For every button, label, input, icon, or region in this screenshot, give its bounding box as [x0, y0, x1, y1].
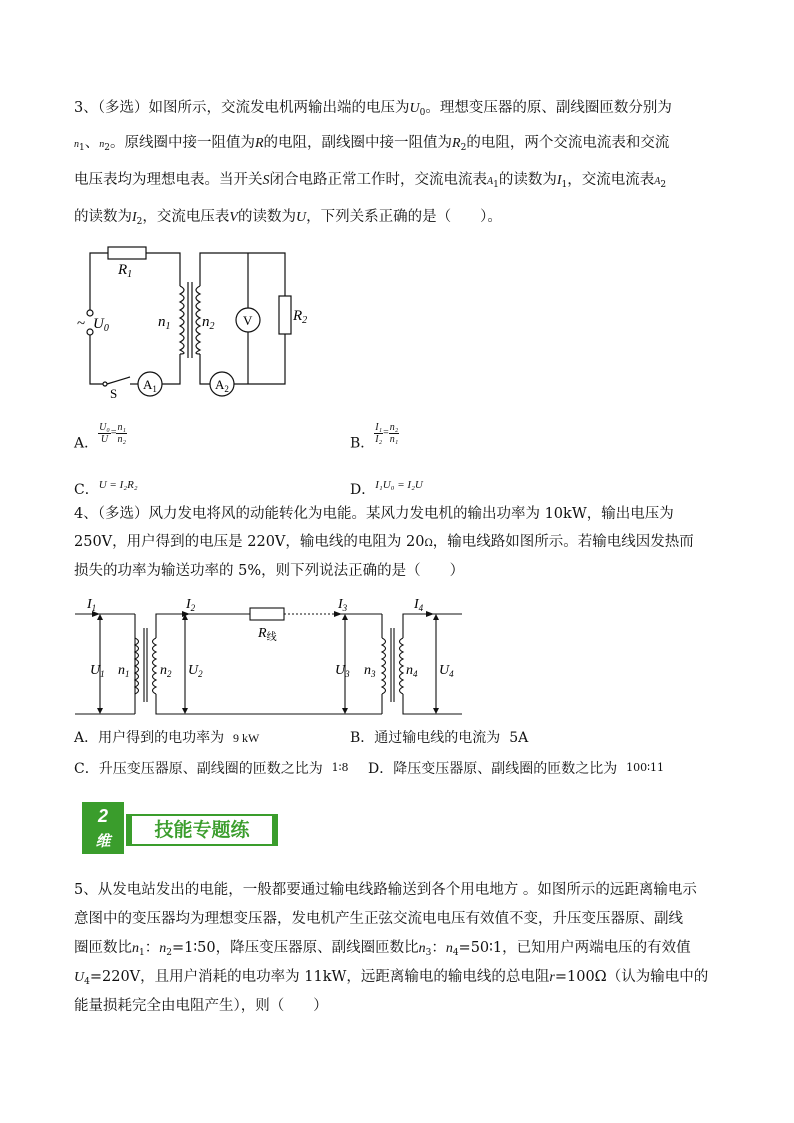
- step-up-secondary-coil: [153, 638, 157, 694]
- arrow-head: [433, 614, 439, 620]
- switch-contact: [103, 382, 107, 386]
- denominator: I₂: [375, 434, 383, 445]
- i2-subscript: 2: [136, 217, 143, 227]
- option-value: 100∶11: [626, 761, 664, 774]
- fraction: [389, 422, 399, 445]
- i1-subscript: 1: [561, 180, 568, 190]
- q5-line-5: 能量损耗完全由电阻产生），则（ ）: [74, 998, 328, 1014]
- switch-label: S: [110, 386, 118, 398]
- q3-line-1: [74, 98, 672, 123]
- q3-line-2: [74, 133, 669, 158]
- numerator: n₂: [389, 422, 399, 433]
- q3-option-c: [74, 474, 138, 500]
- q4-line-3: 损失的功率为输送功率的 5%，则下列说法正确的是（ ）: [74, 563, 465, 579]
- wire: [403, 694, 462, 714]
- n2-label: $n_2$: [160, 663, 172, 679]
- ac-source-symbol: ~: [77, 316, 86, 332]
- i4-label: $I_4$: [414, 597, 424, 613]
- step-down-secondary-coil: [400, 638, 404, 694]
- a1-label: $A_1$: [143, 377, 157, 394]
- wire: [200, 253, 285, 290]
- voltmeter-label: V: [243, 313, 253, 328]
- wire: [146, 253, 180, 286]
- q3-text: 。理想变压器的原、副线圈匝数分别为: [425, 100, 672, 116]
- u-symbol: U: [295, 210, 307, 225]
- arrow-head: [433, 708, 439, 714]
- u3-label: $U_3$: [335, 663, 350, 679]
- q3-text: 的电阻，副线圈中接一阻值为: [263, 135, 453, 151]
- denominator: U: [100, 434, 109, 445]
- fraction: [374, 422, 383, 445]
- q4-option-b: [350, 728, 528, 748]
- q3-text: 闭合电路正常工作时，交流电流表: [269, 172, 487, 188]
- q3-text: 。原线圈中接一阻值为: [109, 135, 255, 151]
- u4-subscript: 4: [84, 977, 90, 987]
- wire: [234, 334, 285, 384]
- q4-text: ，输电线路如图所示。若输电线因发热而: [432, 534, 694, 550]
- u0-label: $U_0$: [93, 316, 109, 334]
- n4-label: $n_4$: [406, 663, 418, 679]
- option-value: 9 kW: [233, 731, 260, 745]
- a1-symbol: A: [487, 176, 494, 187]
- current-arrow: [426, 611, 434, 617]
- wire: [162, 354, 180, 384]
- banner-number: 2: [97, 806, 108, 826]
- option-label: D．: [350, 482, 376, 498]
- q5-line-1: 5、从发电站发出的电能，一般都要通过输电线路输送到各个用电地方 。如图所示的远距离输电示: [74, 882, 697, 898]
- n2-label: $n_2$: [202, 314, 215, 332]
- q3-text: 3、（多选）如图所示，交流发电机两输出端的电压为: [74, 100, 410, 116]
- wire: [156, 694, 382, 714]
- denominator: n₁: [389, 434, 399, 445]
- a2-label: $A_2$: [215, 377, 229, 394]
- q4-transmission-diagram: [70, 590, 470, 718]
- equals: =: [383, 427, 389, 439]
- v-symbol: V: [229, 210, 238, 225]
- r-symbol: R: [254, 136, 264, 151]
- option-expression: I₁U₀ = I₂U: [375, 479, 423, 491]
- q3-option-d: [350, 474, 423, 500]
- primary-coil: [180, 286, 184, 354]
- option-label: C．: [74, 482, 99, 498]
- wire: [90, 335, 103, 384]
- q3-line-3: [74, 170, 666, 195]
- q5-text: 圈匝数比: [74, 940, 132, 956]
- n2-symbol: n: [159, 941, 167, 956]
- q3-text: ，下列关系正确的是（ ）。: [306, 209, 502, 225]
- q3-option-a: [74, 422, 127, 454]
- q4-option-c: [74, 758, 349, 779]
- equals: =: [110, 427, 117, 439]
- banner-badge: [82, 802, 124, 854]
- s-symbol: S: [262, 173, 270, 188]
- n2-subscript: 2: [166, 948, 172, 958]
- wire: [200, 354, 210, 384]
- a2-subscript: 2: [660, 180, 667, 190]
- banner-dimension: 维: [95, 832, 111, 850]
- i3-label: $I_3$: [338, 597, 348, 613]
- q3-text: 的电阻，两个交流电流表和交流: [466, 135, 670, 151]
- q4-option-a: [74, 728, 259, 748]
- option-text: B．通过输电线的电流为: [350, 730, 501, 746]
- u0-subscript: 0: [419, 108, 426, 118]
- n1-label: $n_1$: [158, 314, 171, 332]
- arrow-head: [342, 614, 348, 620]
- i1-label: $I_1$: [87, 597, 97, 613]
- option-text: A．用户得到的电功率为: [74, 730, 225, 746]
- a1-subscript: 1: [493, 180, 499, 190]
- n4-subscript: 4: [452, 948, 459, 958]
- i2-symbol: I: [132, 210, 137, 225]
- option-text: C．升压变压器原、副线圈的匝数之比为: [74, 761, 323, 777]
- resistor-r1: [108, 247, 146, 259]
- switch-blade: [107, 377, 130, 384]
- r2-label: $R_2$: [293, 308, 308, 326]
- q3-text: ，交流电流表: [567, 172, 655, 188]
- q4-option-d: [368, 758, 664, 779]
- fraction: [98, 422, 111, 445]
- i1-symbol: I: [556, 173, 562, 188]
- option-expression: U = I₂R₂: [98, 479, 138, 491]
- r1-label: $R_1$: [118, 262, 133, 280]
- secondary-coil: [196, 286, 200, 354]
- n2-symbol: n: [99, 139, 105, 150]
- u1-label: $U_1$: [90, 663, 105, 679]
- q5-text: =100Ω（认为输电中的: [554, 969, 709, 985]
- q5-line-3: [74, 938, 691, 963]
- option-label: A．: [74, 435, 99, 452]
- q4-line-2: [74, 532, 694, 554]
- r-line-label: $R_线$: [258, 626, 277, 643]
- q3-circuit-diagram: [60, 238, 320, 398]
- colon: ：: [431, 940, 446, 956]
- n2-subscript: 2: [104, 143, 110, 153]
- resistor-r2: [279, 296, 291, 334]
- q3-option-b: [350, 422, 399, 454]
- n1-subscript: 1: [139, 948, 145, 958]
- option-label: B．: [350, 435, 375, 452]
- banner-title: 技能专题练: [132, 816, 272, 844]
- q5-text: =50∶1，已知用户两端电压的有效值: [458, 940, 691, 956]
- n3-symbol: n: [418, 941, 426, 956]
- ohm-symbol: Ω: [424, 538, 433, 549]
- r2-subscript: 2: [460, 143, 467, 153]
- a2-symbol: A: [654, 176, 661, 187]
- option-text: D．降压变压器原、副线圈的匝数之比为: [368, 761, 618, 777]
- option-value: 5A: [509, 730, 529, 746]
- u2-label: $U_2$: [188, 663, 203, 679]
- q3-text: ，交流电压表: [142, 209, 230, 225]
- fraction: [116, 422, 126, 445]
- n3-subscript: 3: [425, 948, 432, 958]
- arrow-head: [97, 614, 103, 620]
- colon: ：: [144, 940, 160, 956]
- step-down-primary-coil: [382, 638, 386, 694]
- q3-text: 电压表均为理想电表。当开关: [74, 172, 263, 188]
- q4-text: 250V，用户得到的电压是 220V，输电线的电阻为 20: [74, 534, 425, 550]
- q5-line-4: [74, 967, 708, 992]
- n4-symbol: n: [445, 941, 453, 956]
- section-banner: [82, 802, 278, 854]
- r2-symbol: R: [452, 136, 461, 151]
- u0-symbol: U: [409, 101, 420, 116]
- wire: [403, 614, 462, 638]
- option-value: 1∶8: [331, 761, 349, 774]
- arrow-head: [182, 708, 188, 714]
- numerator: I₁: [375, 422, 383, 433]
- n1-symbol: n: [132, 941, 139, 956]
- q4-line-1: 4、（多选）风力发电将风的动能转化为电能。某风力发电机的输出功率为 10kW，输出电压为: [74, 506, 674, 522]
- q3-text: 的读数为: [498, 172, 557, 188]
- numerator: U₀: [99, 422, 110, 433]
- separator: 、: [84, 135, 100, 151]
- r-symbol: r: [549, 970, 555, 985]
- arrow-head: [97, 708, 103, 714]
- q3-text: 的读数为: [74, 209, 132, 225]
- q5-text: =1∶50，降压变压器原、副线圈匝数比: [171, 940, 419, 956]
- q5-text: =220V，且用户消耗的电功率为 11kW，远距离输电的输电线的总电阻: [89, 969, 550, 985]
- banner-bar: [126, 814, 278, 846]
- i2-label: $I_2$: [186, 597, 196, 613]
- u4-label: $U_4$: [439, 663, 454, 679]
- n3-label: $n_3$: [364, 663, 376, 679]
- arrow-head: [342, 708, 348, 714]
- denominator: n₂: [117, 434, 126, 445]
- n1-symbol: n: [74, 139, 79, 150]
- n1-label: $n_1$: [118, 663, 130, 679]
- wire: [156, 614, 250, 638]
- q3-line-4: [74, 207, 502, 232]
- n1-subscript: 1: [79, 143, 85, 153]
- q5-line-2: 意图中的变压器均为理想变压器，发电机产生正弦交流电电压有效值不变，升压变压器原、副线: [74, 911, 683, 927]
- numerator: n₁: [117, 422, 126, 433]
- line-resistor: [250, 608, 284, 620]
- u4-symbol: U: [74, 970, 85, 985]
- q3-text: 的读数为: [237, 209, 296, 225]
